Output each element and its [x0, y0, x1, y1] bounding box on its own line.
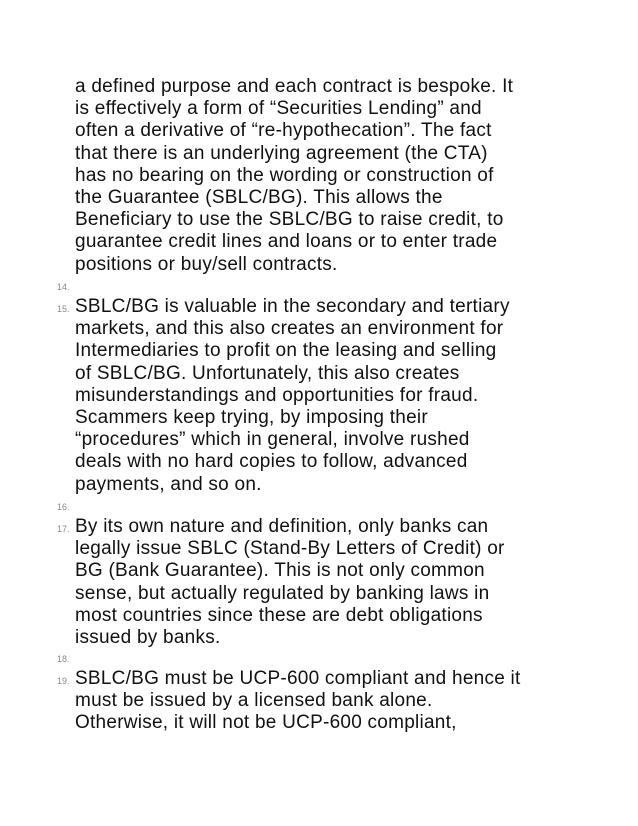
text-line: Scammers keep trying, by imposing their	[75, 406, 428, 428]
text-line: misunderstandings and opportunities for fraud.	[75, 384, 479, 406]
text-line: most countries since these are debt obligations	[75, 604, 483, 626]
text-line: of SBLC/BG. Unfortunately, this also creates	[75, 362, 460, 384]
text-line: legally issue SBLC (Stand-By Letters of Credit) or	[75, 538, 505, 560]
line-number-18: 18.	[57, 654, 70, 664]
paragraph-15	[75, 296, 595, 496]
paragraph-19	[75, 668, 595, 735]
text-line: must be issued by a licensed bank alone.	[75, 690, 433, 712]
text-line: is effectively a form of “Securities Lending” and	[75, 98, 482, 120]
line-number-19: 19.	[57, 676, 70, 686]
text-line: “procedures” which in general, involve rushed	[75, 429, 470, 451]
line-number-14: 14.	[57, 282, 70, 292]
paragraph-continuation	[75, 76, 595, 276]
text-line: guarantee credit lines and loans or to enter trade	[75, 231, 498, 253]
paragraph-17	[75, 516, 595, 649]
text-line: By its own nature and definition, only banks can	[75, 516, 489, 537]
line-number-17: 17.	[57, 524, 70, 534]
text-line: Otherwise, it will not be UCP-600 compliant,	[75, 712, 457, 734]
line-number-16: 16.	[57, 502, 70, 512]
text-line: a defined purpose and each contract is bespoke. It	[75, 76, 514, 97]
text-line: markets, and this also creates an environment for	[75, 318, 504, 340]
text-line: often a derivative of “re-hypothecation”. The fact	[75, 120, 492, 142]
text-line: SBLC/BG must be UCP-600 compliant and hence it	[75, 668, 521, 689]
text-line: BG (Bank Guarantee). This is not only common	[75, 560, 485, 582]
text-line: that there is an underlying agreement (the CTA)	[75, 142, 488, 164]
text-line: Intermediaries to profit on the leasing and selling	[75, 340, 497, 362]
line-number-15: 15.	[57, 304, 70, 314]
text-line: has no bearing on the wording or construction of	[75, 164, 494, 186]
text-line: issued by banks.	[75, 626, 221, 648]
text-line: sense, but actually regulated by banking laws in	[75, 582, 490, 604]
text-line: deals with no hard copies to follow, advanced	[75, 451, 468, 473]
text-line: the Guarantee (SBLC/BG). This allows the	[75, 186, 443, 208]
text-line: payments, and so on.	[75, 473, 262, 495]
text-line: positions or buy/sell contracts.	[75, 253, 338, 275]
text-line: SBLC/BG is valuable in the secondary and tertiary	[75, 296, 510, 317]
text-line: Beneficiary to use the SBLC/BG to raise credit, to	[75, 209, 504, 231]
